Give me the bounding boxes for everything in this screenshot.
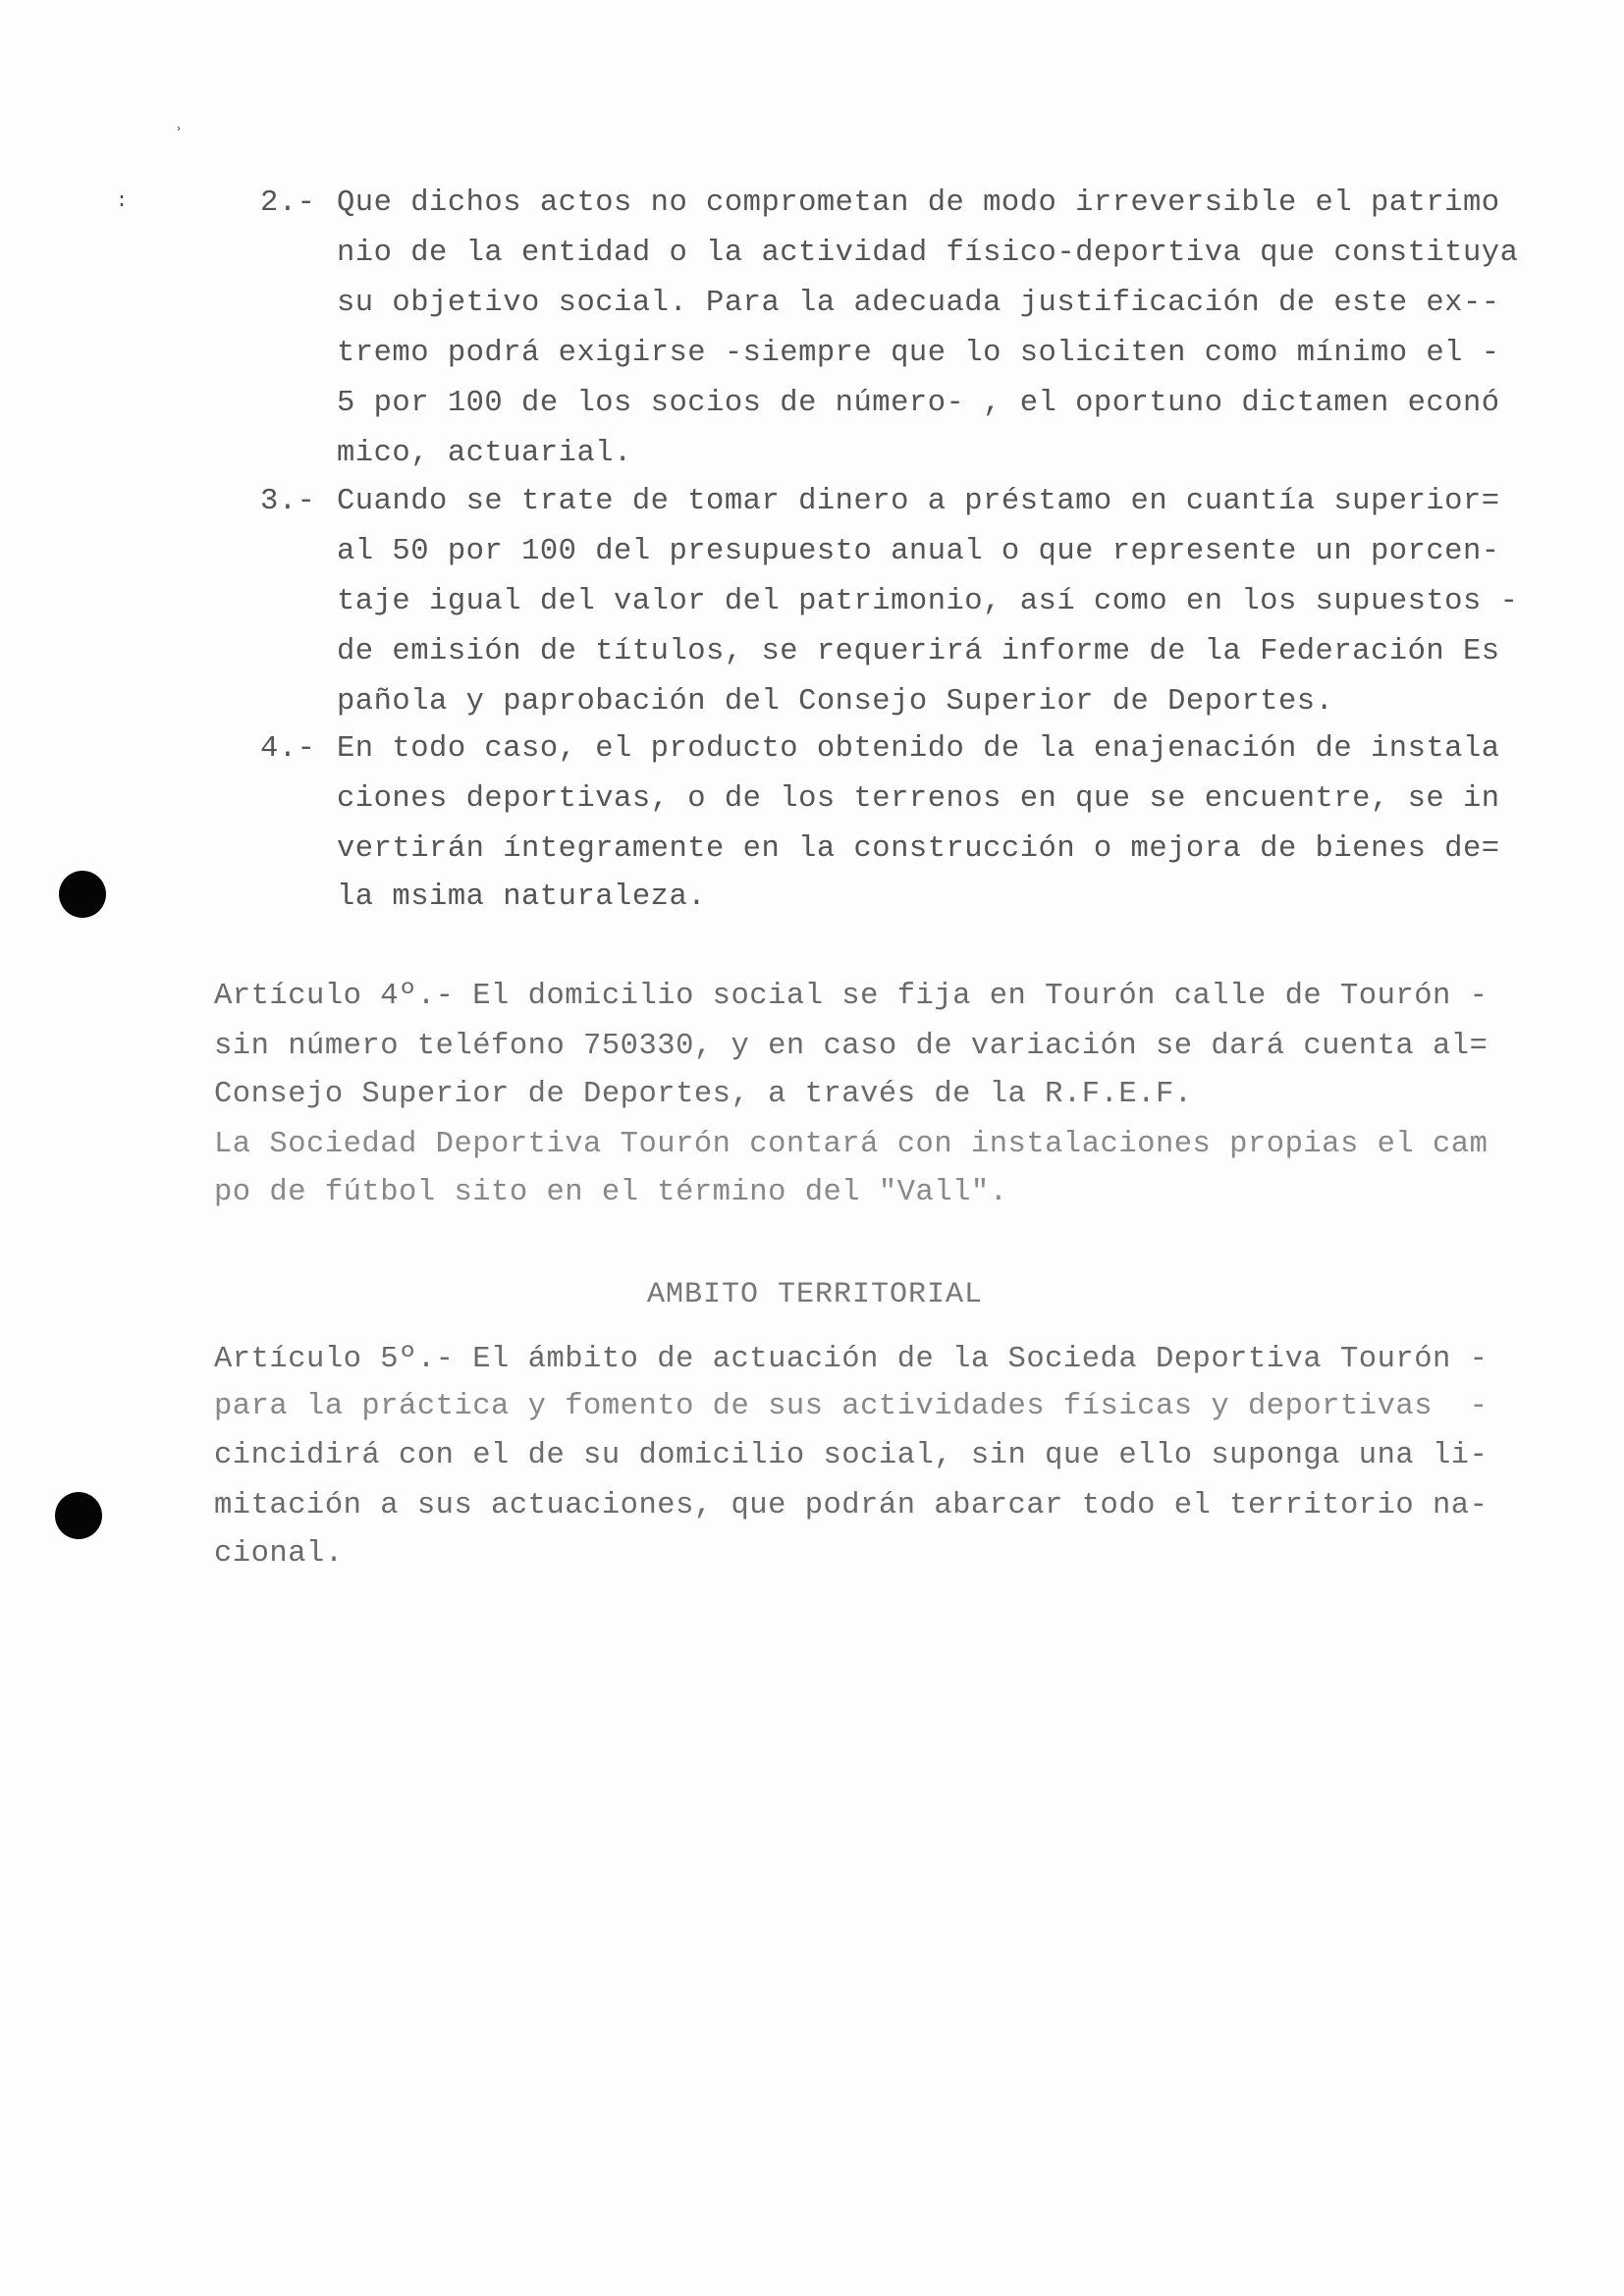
- article-5-line: cional.: [214, 1537, 344, 1571]
- item-line: ciones deportivas, o de los terrenos en que se encuentre, se in: [337, 782, 1500, 816]
- item-line: al 50 por 100 del presupuesto anual o que represente un porcen-: [337, 535, 1500, 568]
- item-line: tremo podrá exigirse -siempre que lo soliciten como mínimo el -: [337, 337, 1500, 370]
- item-line: taje igual del valor del patrimonio, así como en los supuestos -: [337, 585, 1519, 618]
- item-line: 5 por 100 de los socios de número- , el oportuno dictamen econó: [337, 387, 1500, 420]
- article-5-line: mitación a sus actuaciones, que podrán abarcar todo el territorio na-: [214, 1489, 1489, 1522]
- item-number: 4.-: [260, 732, 316, 766]
- item-line: la msima naturaleza.: [337, 881, 707, 914]
- article-5-line: cincidirá con el de su domicilio social, sin que ello suponga una li-: [214, 1439, 1489, 1472]
- article-4-line: La Sociedad Deportiva Tourón contará con instalaciones propias el cam: [214, 1128, 1489, 1161]
- stray-mark-top: ˒: [172, 114, 186, 138]
- article-4-line: po de fútbol sito en el término del "Vall".: [214, 1176, 1008, 1209]
- article-4-line: Artículo 4º.- El domicilio social se fija en Tourón calle de Tourón -: [214, 980, 1489, 1013]
- item-line: pañola y paprobación del Consejo Superior de Deportes.: [337, 685, 1334, 719]
- item-number: 3.-: [260, 485, 316, 518]
- item-line: su objetivo social. Para la adecuada justificación de este ex--: [337, 287, 1500, 320]
- item-line: de emisión de títulos, se requerirá informe de la Federación Es: [337, 635, 1500, 668]
- article-4-line: Consejo Superior de Deportes, a través de la R.F.E.F.: [214, 1078, 1193, 1111]
- item-line: Que dichos actos no comprometan de modo irreversible el patrimo: [337, 187, 1500, 220]
- item-line: nio de la entidad o la actividad físico-deportiva que constituya: [337, 237, 1519, 270]
- article-5-line: Artículo 5º.- El ámbito de actuación de la Socieda Deportiva Tourón -: [214, 1343, 1489, 1376]
- item-line: En todo caso, el producto obtenido de la enajenación de instala: [337, 732, 1500, 766]
- item-line: vertirán íntegramente en la construcción o mejora de bienes de=: [337, 832, 1500, 866]
- section-heading: AMBITO TERRITORIAL: [647, 1278, 984, 1311]
- punch-hole-upper: [59, 871, 106, 918]
- item-line: mico, actuarial.: [337, 437, 632, 470]
- item-number: 2.-: [260, 187, 316, 220]
- item-line: Cuando se trate de tomar dinero a préstamo en cuantía superior=: [337, 485, 1500, 518]
- article-4-line: sin número teléfono 750330, y en caso de variación se dará cuenta al=: [214, 1030, 1489, 1063]
- stray-mark-margin: :: [116, 190, 129, 213]
- article-5-line: para la práctica y fomento de sus actividades físicas y deportivas -: [214, 1390, 1489, 1423]
- punch-hole-lower: [55, 1492, 102, 1539]
